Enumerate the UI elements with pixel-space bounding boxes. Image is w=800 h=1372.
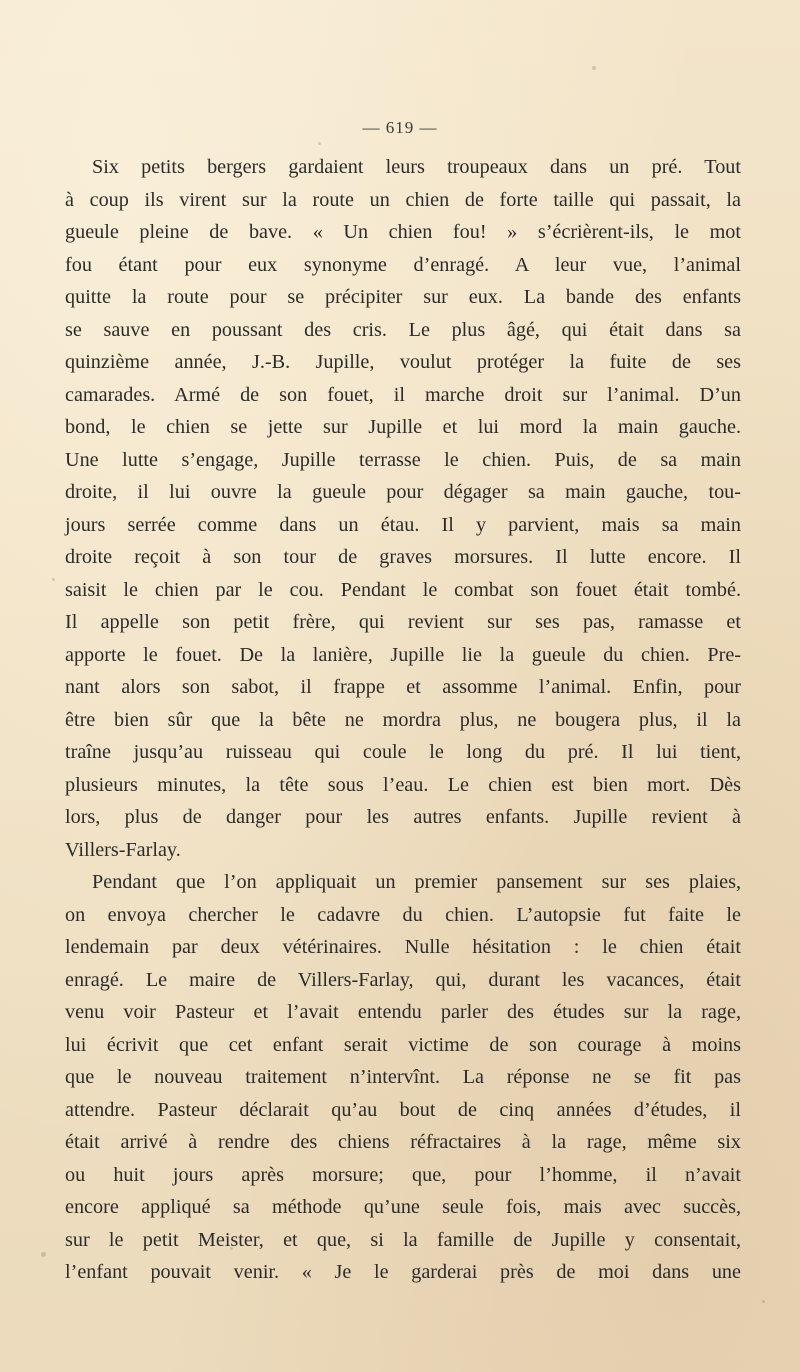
page-number: — 619 — (362, 118, 438, 137)
text-line: saisit le chien par le cou. Pendant le combat son fouet était tombé. (65, 578, 741, 601)
paper-speck (41, 1252, 46, 1257)
text-line: Pendant que l’on appliquait un premier pansement sur ses plaies, (92, 871, 741, 893)
text-line: se sauve en poussant des cris. Le plus âgé, qui était dans sa (65, 318, 741, 341)
text-line: à coup ils virent sur la route un chien de forte taille qui passait, la (65, 188, 741, 211)
text-line: venu voir Pasteur et l’avait entendu parler des études sur la rage, (65, 1001, 741, 1023)
text-line: lendemain par deux vétérinaires. Nulle hésitation : le chien était (65, 936, 741, 958)
text-line: enragé. Le maire de Villers-Farlay, qui, durant les vacances, était (65, 968, 741, 991)
text-line: Villers-Farlay. (65, 838, 181, 861)
text-line: plusieurs minutes, la tête sous l’eau. Le chien est bien mort. Dès (65, 773, 741, 796)
paper-speck (318, 142, 321, 145)
text-line: Il appelle son petit frère, qui revient sur ses pas, ramasse et (65, 611, 741, 633)
text-line: quinzième année, J.-B. Jupille, voulut protéger la fuite de ses (65, 351, 741, 373)
body-text (65, 151, 741, 1289)
text-line: traîne jusqu’au ruisseau qui coule le long du pré. Il lui tient, (65, 741, 741, 763)
text-line: sur le petit Meister, et que, si la famille de Jupille y consentait, (65, 1228, 741, 1251)
text-line: l’enfant pouvait venir. « Je le garderai près de moi dans une (65, 1261, 741, 1283)
text-line: gueule pleine de bave. « Un chien fou! » s’écrièrent-ils, le mot (65, 221, 741, 243)
paragraph-2 (65, 866, 741, 1289)
paper-speck (592, 66, 596, 70)
text-line: bond, le chien se jette sur Jupille et lui mord la main gauche. (65, 416, 741, 438)
text-line: droite, il lui ouvre la gueule pour dégager sa main gauche, tou- (65, 481, 741, 503)
text-line: apporte le fouet. De la lanière, Jupille lie la gueule du chien. Pre- (65, 643, 741, 666)
text-line: ou huit jours après morsure; que, pour l’homme, il n’avait (65, 1163, 741, 1186)
paper-speck (762, 1300, 765, 1303)
text-line: fou étant pour eux synonyme d’enragé. A leur vue, l’animal (65, 253, 741, 276)
text-line: attendre. Pasteur déclarait qu’au bout de cinq années d’études, il (65, 1098, 741, 1121)
text-line: Six petits bergers gardaient leurs troupeaux dans un pré. Tout (92, 156, 741, 178)
text-line: camarades. Armé de son fouet, il marche droit sur l’animal. D’un (65, 383, 741, 406)
text-line: lors, plus de danger pour les autres enfants. Jupille revient à (65, 806, 741, 828)
text-line: droite reçoit à son tour de graves morsures. Il lutte encore. Il (65, 546, 741, 568)
paragraph-1 (65, 151, 741, 866)
text-line: jours serrée comme dans un étau. Il y parvient, mais sa main (65, 513, 741, 536)
text-line: lui écrivit que cet enfant serait victime de son courage à moins (65, 1033, 741, 1056)
paper-speck (230, 1247, 233, 1250)
text-line: quitte la route pour se précipiter sur eux. La bande des enfants (65, 286, 741, 308)
text-line: nant alors son sabot, il frappe et assomme l’animal. Enfin, pour (65, 676, 741, 698)
text-line: être bien sûr que la bête ne mordra plus, ne bougera plus, il la (65, 708, 741, 731)
text-line: Une lutte s’engage, Jupille terrasse le chien. Puis, de sa main (65, 448, 741, 471)
text-line: on envoya chercher le cadavre du chien. L’autopsie fut faite le (65, 903, 741, 926)
text-line: était arrivé à rendre des chiens réfractaires à la rage, même six (65, 1131, 741, 1153)
paper-speck (52, 578, 55, 581)
text-line: encore appliqué sa méthode qu’une seule fois, mais avec succès, (65, 1196, 741, 1218)
text-line: que le nouveau traitement n’intervînt. La réponse ne se fit pas (65, 1066, 741, 1088)
